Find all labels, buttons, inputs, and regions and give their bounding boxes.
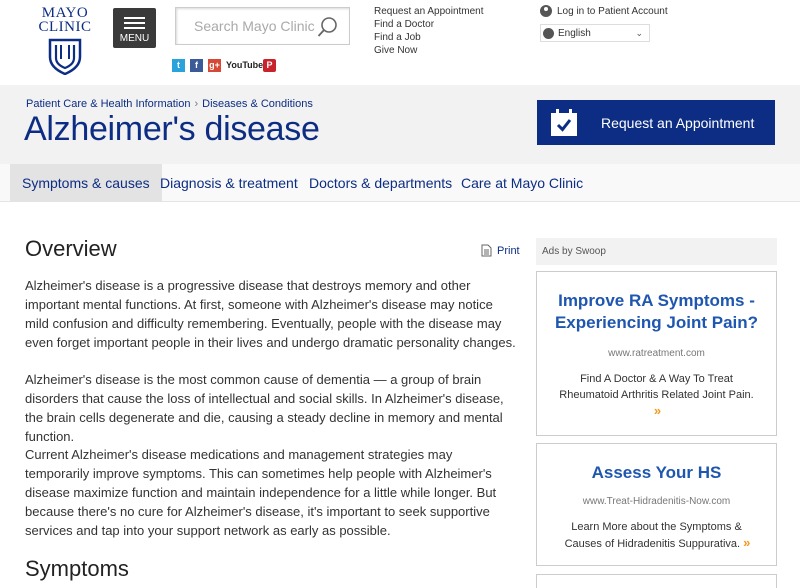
overview-paragraph-1: Alzheimer's disease is a progressive disease that destroys memory and other important mental functions. At first, someone with Alzheimer's disease may notice mild confusion and difficulty remembering. Eventually, people with the disease may even forget important people in their lives and undergo dramatic personality changes. [25, 278, 516, 350]
find-doctor-link[interactable]: Find a Doctor [374, 19, 435, 30]
calendar-check-icon [550, 109, 578, 137]
user-icon [540, 5, 552, 17]
patient-login-link[interactable] [540, 5, 668, 17]
find-job-link[interactable]: Find a Job [374, 32, 421, 43]
logo-line-1: MAYO [41, 5, 89, 21]
pinterest-icon[interactable]: P [263, 59, 276, 72]
youtube-label: YouTube [226, 59, 264, 70]
ad-arrow-icon: » [743, 535, 749, 550]
breadcrumb-item[interactable]: Patient Care & Health Information [26, 98, 191, 110]
chevron-down-icon: ⌄ [635, 28, 643, 38]
youtube-icon[interactable] [226, 59, 264, 72]
give-now-link[interactable]: Give Now [374, 45, 418, 56]
tab-diagnosis-treatment[interactable]: Diagnosis & treatment [160, 175, 298, 191]
request-appointment-button[interactable] [537, 100, 775, 145]
breadcrumb [26, 98, 313, 110]
section-tabs [0, 164, 800, 202]
hamburger-icon [124, 17, 145, 19]
ad-arrow-icon: » [653, 403, 660, 418]
ad-url: www.Treat-Hidradenitis-Now.com [582, 496, 731, 507]
appointment-label: Request an Appointment [601, 114, 755, 131]
social-links [172, 58, 276, 72]
ad-headline: Improve RA Symptoms - Experiencing Joint Pain? [554, 291, 759, 332]
tab-doctors-departments[interactable]: Doctors & departments [309, 175, 453, 191]
globe-icon [543, 28, 554, 39]
page-title: Alzheimer's disease [24, 110, 320, 148]
ad-ra-symptoms[interactable] [536, 271, 777, 436]
print-icon [481, 244, 492, 257]
print-label: Print [497, 244, 520, 257]
google-plus-icon[interactable]: g+ [209, 59, 220, 70]
hamburger-icon-bar [124, 22, 145, 24]
mayo-clinic-logo[interactable] [30, 6, 100, 76]
ad-headline: Assess Your HS [591, 463, 722, 482]
menu-label: MENU [119, 33, 150, 44]
search-box [175, 7, 350, 45]
login-label: Log in to Patient Account [557, 5, 668, 17]
symptoms-heading: Symptoms [25, 556, 129, 581]
ad-next-partial[interactable] [536, 574, 777, 588]
menu-button[interactable] [113, 8, 156, 48]
ads-label: Ads by Swoop [536, 238, 777, 265]
ad-description: Find A Doctor & A Way To Treat Rheumatoid Arthritis Related Joint Pain. [559, 373, 754, 401]
shield-logo-icon [48, 37, 82, 75]
overview-heading: Overview [25, 236, 117, 261]
print-link[interactable] [481, 244, 520, 257]
search-icon[interactable] [317, 16, 339, 38]
language-select[interactable] [540, 24, 650, 42]
ad-description [537, 519, 776, 552]
breadcrumb-item[interactable]: Diseases & Conditions [202, 98, 313, 110]
hamburger-icon-bar [124, 27, 145, 29]
utility-links [374, 5, 484, 57]
twitter-icon[interactable]: t [172, 59, 185, 72]
overview-paragraph-2: Alzheimer's disease is the most common cause of dementia — a group of brain disorders that cause the loss of intellectual and social skills. In Alzheimer's disease, the brain cells degenerate and die, causing a steady decline in memory and mental function. [25, 372, 504, 444]
overview-paragraph-3: Current Alzheimer's disease medications and management strategies may temporarily improve symptoms. This can sometimes help people with Alzheimer's disease maximize function and maintain independence for a little while longer. But because there's no cure for Alzheimer's disease, it's important to seek supportive services and tap into your support network as early as possible. [25, 447, 497, 538]
tab-symptoms-causes[interactable]: Symptoms & causes [10, 164, 162, 202]
logo-line-2: CLINIC [38, 19, 92, 35]
ad-description-text: Learn More about the Symptoms & Causes of Hidradenitis Suppurativa. [564, 521, 742, 550]
breadcrumb-separator: › [194, 98, 199, 110]
search-input[interactable] [176, 8, 321, 44]
request-appointment-link[interactable]: Request an Appointment [374, 6, 484, 17]
facebook-icon[interactable]: f [190, 59, 203, 72]
ad-assess-hs[interactable] [536, 443, 777, 566]
ad-url: www.ratreatment.com [608, 348, 705, 359]
tab-care-at-mayo-clinic[interactable]: Care at Mayo Clinic [461, 175, 584, 191]
language-value: English [558, 27, 591, 39]
